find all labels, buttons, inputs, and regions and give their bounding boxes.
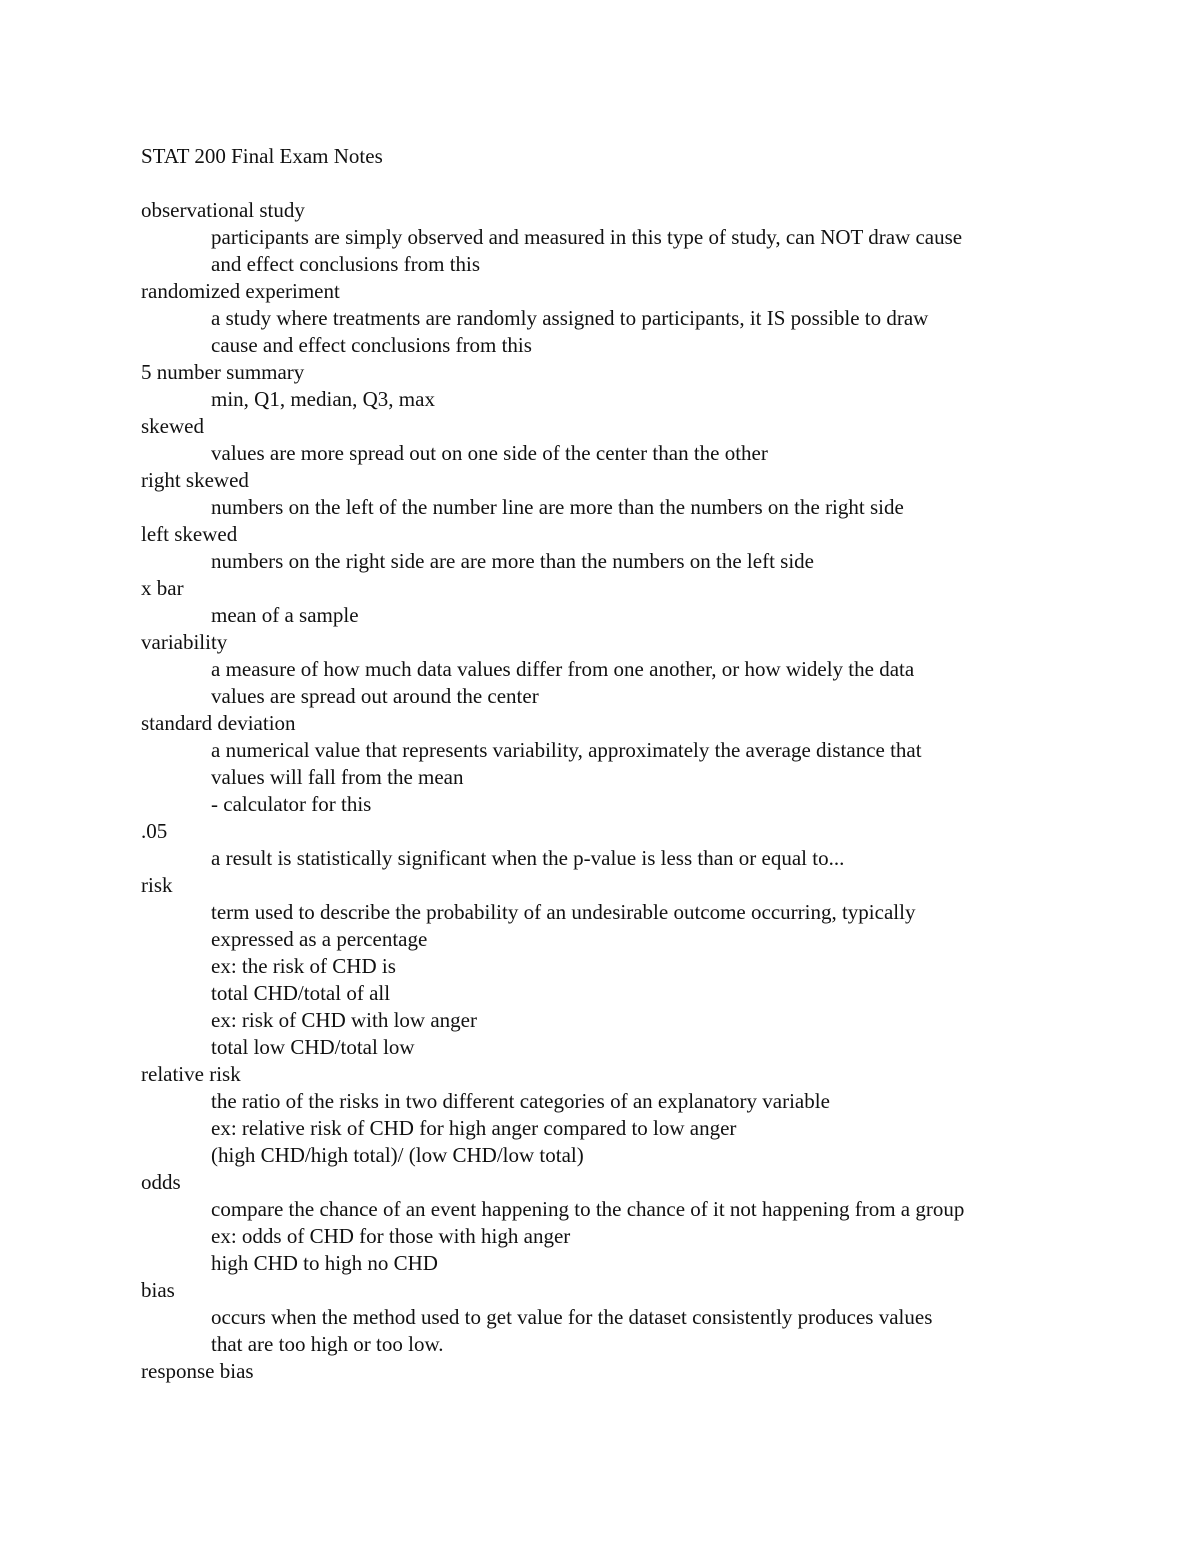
glossary-entry xyxy=(141,278,1081,359)
definition-line: occurs when the method used to get value for the dataset consistently produces values xyxy=(211,1305,933,1329)
definition-line: (high CHD/high total)/ (low CHD/low total) xyxy=(211,1143,584,1167)
glossary-definition xyxy=(211,737,1071,818)
glossary-term: left skewed xyxy=(141,522,238,546)
definition-line: ex: the risk of CHD is xyxy=(211,954,396,978)
definition-line: ex: risk of CHD with low anger xyxy=(211,1008,477,1032)
glossary-entry xyxy=(141,521,1081,575)
definition-line: ex: relative risk of CHD for high anger compared to low anger xyxy=(211,1116,737,1140)
glossary-definition xyxy=(211,494,1071,521)
glossary-term: randomized experiment xyxy=(141,279,340,303)
definition-line: cause and effect conclusions from this xyxy=(211,333,532,357)
definition-line: a result is statistically significant when the p-value is less than or equal to... xyxy=(211,846,845,870)
glossary-entry xyxy=(141,629,1081,710)
definition-line: participants are simply observed and measured in this type of study, can NOT draw cause xyxy=(211,225,963,249)
glossary-entry xyxy=(141,467,1081,521)
glossary-term: right skewed xyxy=(141,468,249,492)
glossary-entry xyxy=(141,359,1081,413)
glossary-definition xyxy=(211,440,1071,467)
glossary-definition xyxy=(211,602,1071,629)
glossary-definition xyxy=(211,899,1071,1061)
definition-line: a study where treatments are randomly assigned to participants, it IS possible to draw xyxy=(211,306,929,330)
definition-line: values will fall from the mean xyxy=(211,765,464,789)
definition-line: a numerical value that represents variability, approximately the average distance that xyxy=(211,738,922,762)
definition-line: min, Q1, median, Q3, max xyxy=(211,387,435,411)
glossary-term: risk xyxy=(141,873,173,897)
document-title: STAT 200 Final Exam Notes xyxy=(141,144,383,168)
glossary-entry xyxy=(141,1169,1081,1277)
glossary-term: skewed xyxy=(141,414,204,438)
glossary-term: bias xyxy=(141,1278,175,1302)
definition-line: and effect conclusions from this xyxy=(211,252,481,276)
glossary-definition xyxy=(211,305,1071,359)
glossary-definition xyxy=(211,1196,1071,1277)
glossary-definition xyxy=(211,656,1071,710)
definition-line: term used to describe the probability of an undesirable outcome occurring, typically xyxy=(211,900,916,924)
glossary-entry xyxy=(141,575,1081,629)
definition-line: expressed as a percentage xyxy=(211,927,428,951)
glossary-term: 5 number summary xyxy=(141,360,305,384)
glossary-entry xyxy=(141,818,1081,872)
definition-line: values are spread out around the center xyxy=(211,684,539,708)
glossary-term: observational study xyxy=(141,198,305,222)
glossary-definition xyxy=(211,386,1071,413)
definition-line: numbers on the right side are are more than the numbers on the left side xyxy=(211,549,814,573)
glossary-term: variability xyxy=(141,630,228,654)
glossary-definition xyxy=(211,1088,1071,1169)
definition-line: compare the chance of an event happening to the chance of it not happening from a group xyxy=(211,1197,965,1221)
title-spacer xyxy=(141,170,1081,197)
glossary-term: standard deviation xyxy=(141,711,296,735)
glossary-term: response bias xyxy=(141,1359,254,1383)
glossary-term: odds xyxy=(141,1170,181,1194)
glossary-definition xyxy=(211,224,1071,278)
definition-line: total CHD/total of all xyxy=(211,981,391,1005)
definition-line: that are too high or too low. xyxy=(211,1332,444,1356)
glossary-entry xyxy=(141,413,1081,467)
glossary-entry xyxy=(141,197,1081,278)
document-body xyxy=(141,143,1081,1385)
glossary-list xyxy=(141,197,1081,1385)
definition-line: high CHD to high no CHD xyxy=(211,1251,438,1275)
glossary-entry xyxy=(141,1061,1081,1169)
glossary-entry xyxy=(141,1358,1081,1385)
definition-line: numbers on the left of the number line are more than the numbers on the right side xyxy=(211,495,904,519)
glossary-entry xyxy=(141,710,1081,818)
definition-line: the ratio of the risks in two different categories of an explanatory variable xyxy=(211,1089,830,1113)
glossary-definition xyxy=(211,548,1071,575)
definition-line: values are more spread out on one side of the center than the other xyxy=(211,441,768,465)
glossary-term: relative risk xyxy=(141,1062,241,1086)
definition-line: a measure of how much data values differ from one another, or how widely the data xyxy=(211,657,915,681)
glossary-term: .05 xyxy=(141,819,168,843)
glossary-definition xyxy=(211,1304,1071,1358)
definition-line: - calculator for this xyxy=(211,792,372,816)
definition-line: mean of a sample xyxy=(211,603,359,627)
definition-line: ex: odds of CHD for those with high anger xyxy=(211,1224,571,1248)
glossary-entry xyxy=(141,872,1081,1061)
definition-line: total low CHD/total low xyxy=(211,1035,415,1059)
glossary-definition xyxy=(211,845,1071,872)
glossary-term: x bar xyxy=(141,576,184,600)
glossary-entry xyxy=(141,1277,1081,1358)
